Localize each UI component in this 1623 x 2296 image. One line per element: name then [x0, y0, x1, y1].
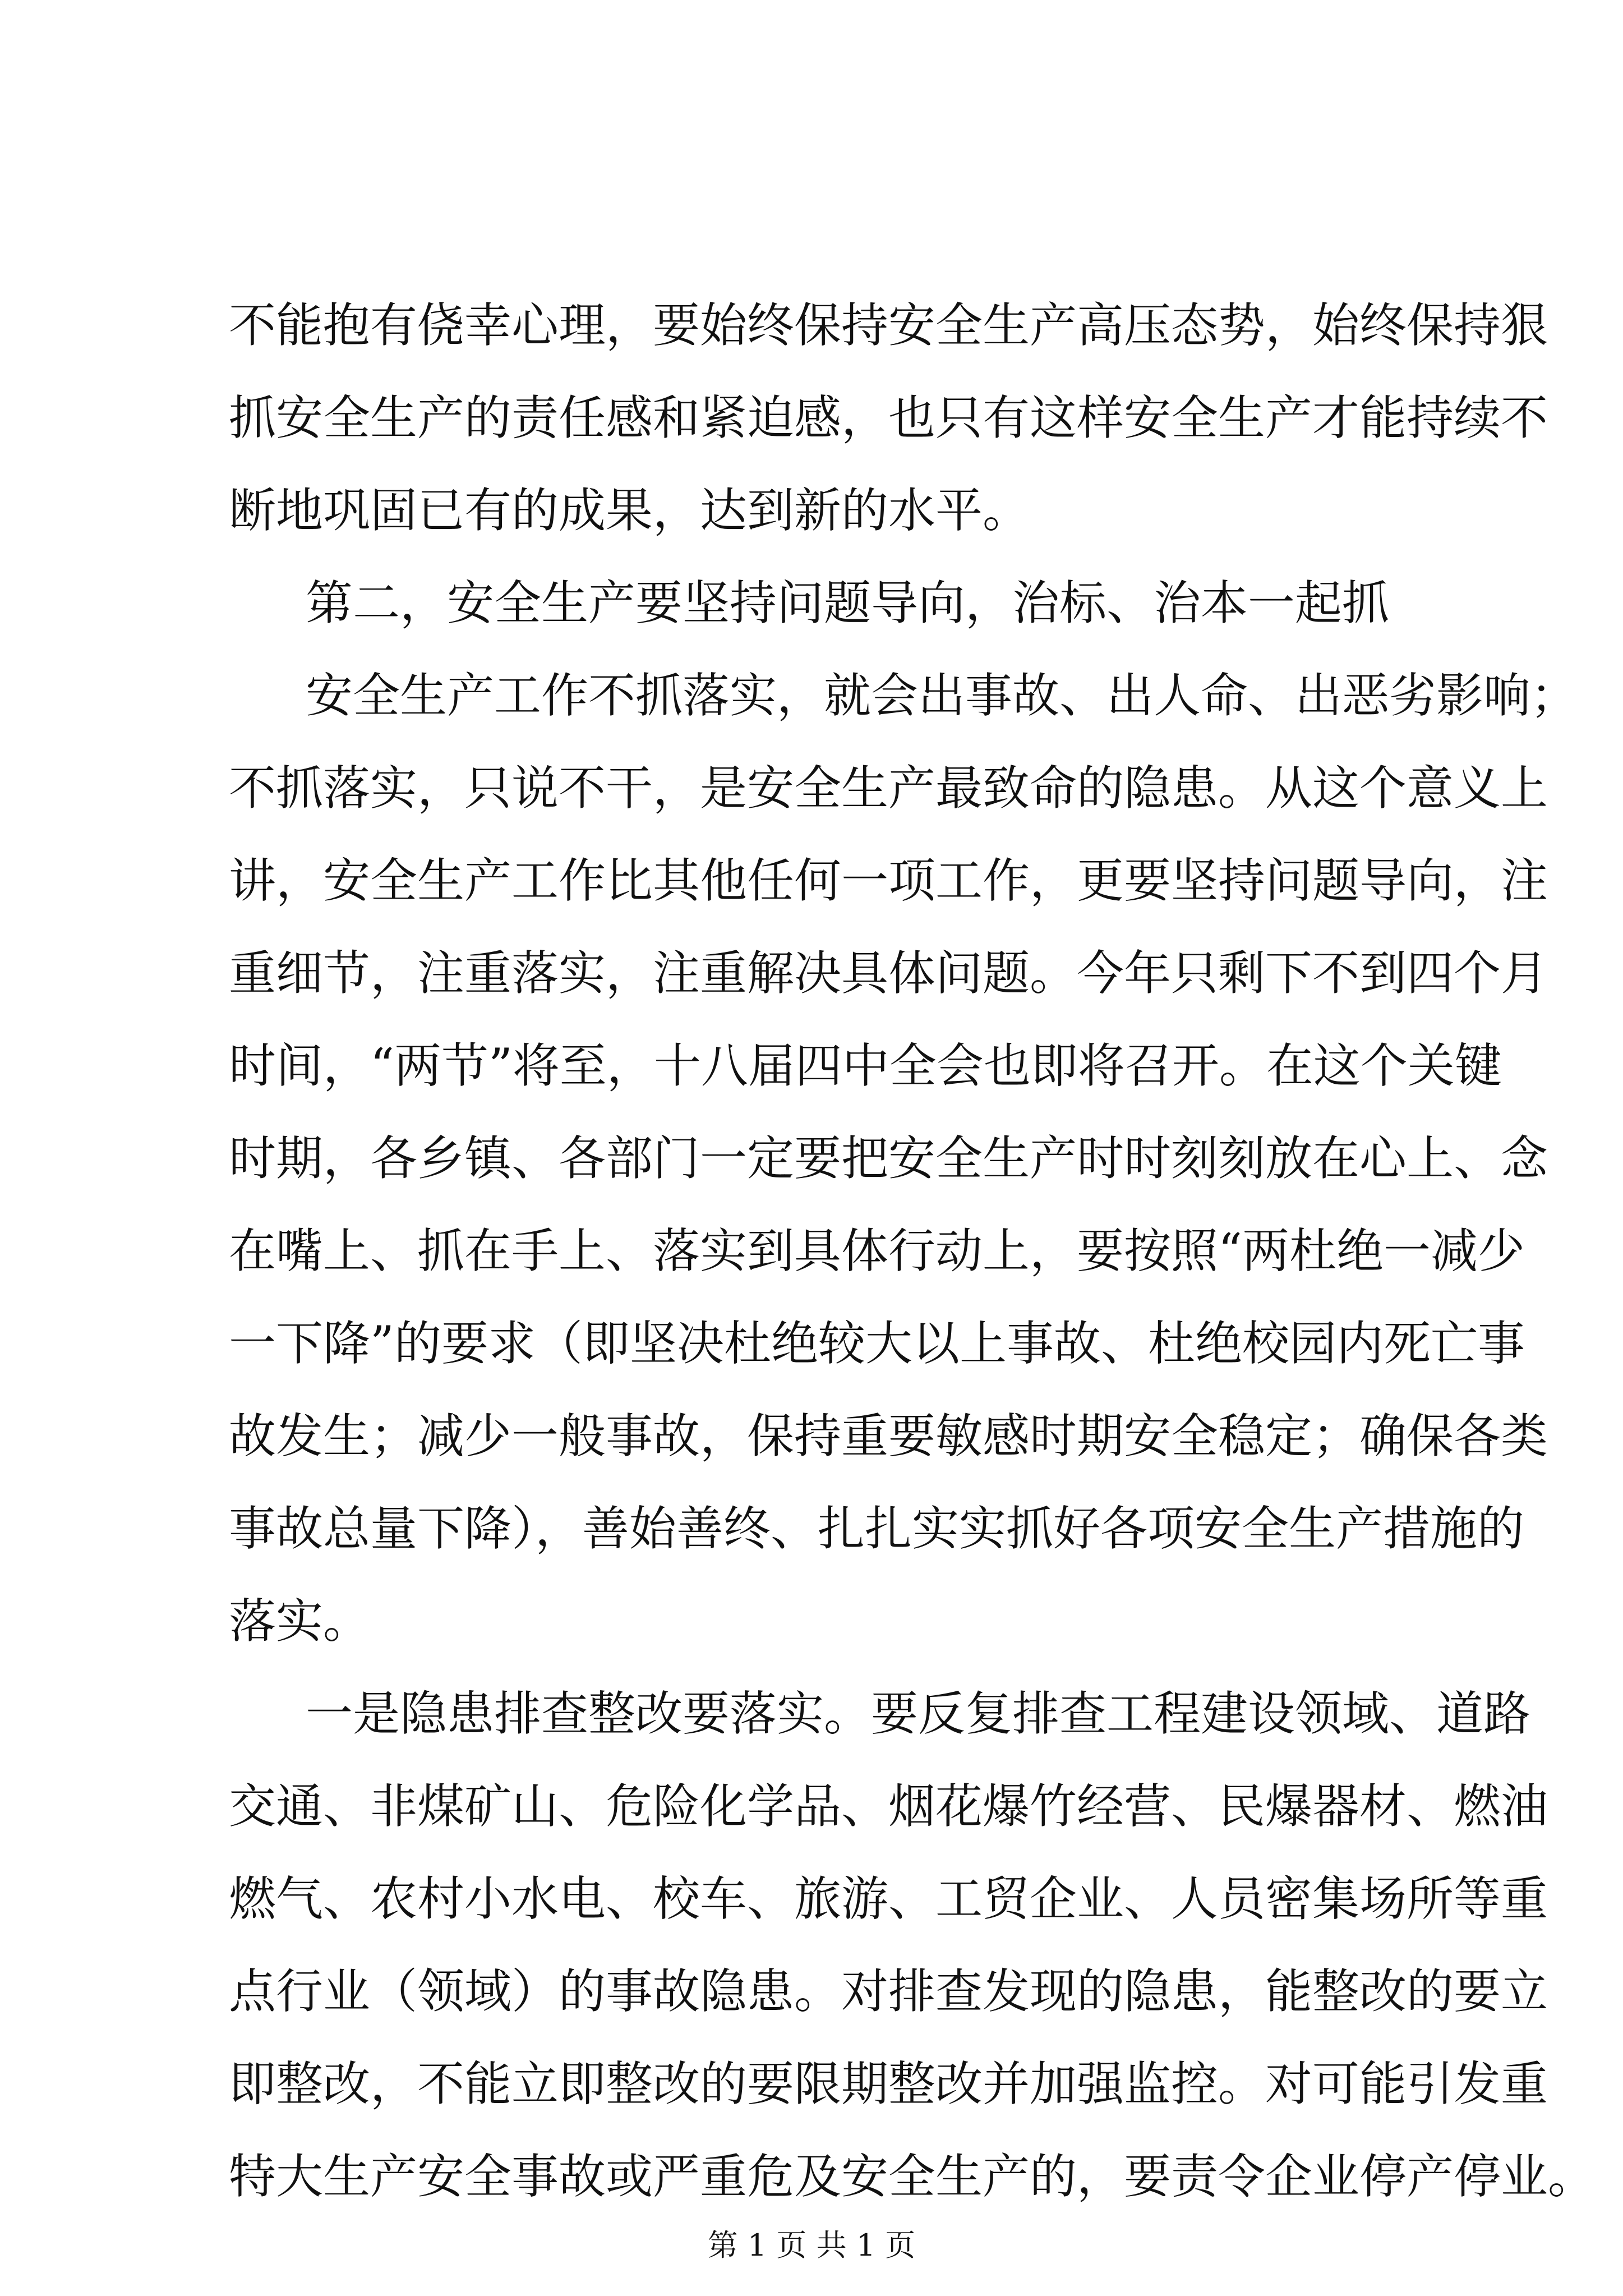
- text-line: 重细节，注重落实，注重解决具体问题。今年只剩下不到四个月: [229, 946, 1548, 1001]
- text-line: 抓安全生产的责任感和紧迫感，也只有这样安全生产才能持续不: [229, 390, 1548, 445]
- text-line: 不能抱有侥幸心理，要始终保持安全生产高压态势，始终保持狠: [229, 298, 1548, 353]
- text-line: 讲，安全生产工作比其他任何一项工作，更要坚持问题导向，注: [229, 853, 1548, 908]
- text-line: 特大生产安全事故或严重危及安全生产的，要责令企业停产停业。: [229, 2149, 1596, 2204]
- text-line: 故发生；减少一般事故，保持重要敏感时期安全稳定；确保各类: [229, 1409, 1548, 1464]
- text-line: 断地巩固已有的成果，达到新的水平。: [229, 483, 1030, 538]
- text-line: 时间，“两节”将至，十八届四中全会也即将召开。在这个关键: [229, 1038, 1502, 1093]
- text-line: 事故总量下降），善始善终、扎扎实实抓好各项安全生产措施的: [229, 1501, 1525, 1556]
- text-line: 不抓落实，只说不干，是安全生产最致命的隐患。从这个意义上: [229, 761, 1548, 816]
- text-line: 即整改，不能立即整改的要限期整改并加强监控。对可能引发重: [229, 2056, 1548, 2111]
- text-line: 燃气、农村小水电、校车、旅游、工贸企业、人员密集场所等重: [229, 1871, 1548, 1926]
- text-line: 安全生产工作不抓落实，就会出事故、出人命、出恶劣影响；: [306, 668, 1578, 723]
- text-line: 落实。: [229, 1594, 371, 1649]
- text-line: 点行业（领域）的事故隐患。对排查发现的隐患，能整改的要立: [229, 1964, 1548, 2019]
- section-heading: 第二，安全生产要坚持问题导向，治标、治本一起抓: [306, 576, 1390, 631]
- text-line: 交通、非煤矿山、危险化学品、烟花爆竹经营、民爆器材、燃油: [229, 1779, 1548, 1834]
- text-line: 时期，各乡镇、各部门一定要把安全生产时时刻刻放在心上、念: [229, 1131, 1548, 1186]
- text-line: 一下降”的要求（即坚决杜绝较大以上事故、杜绝校园内死亡事: [229, 1316, 1525, 1371]
- text-line: 一是隐患排查整改要落实。要反复排查工程建设领域、道路: [306, 1686, 1531, 1741]
- page-footer: 第 1 页 共 1 页: [707, 2228, 916, 2263]
- text-line: 在嘴上、抓在手上、落实到具体行动上，要按照“两杜绝一减少: [229, 1223, 1525, 1278]
